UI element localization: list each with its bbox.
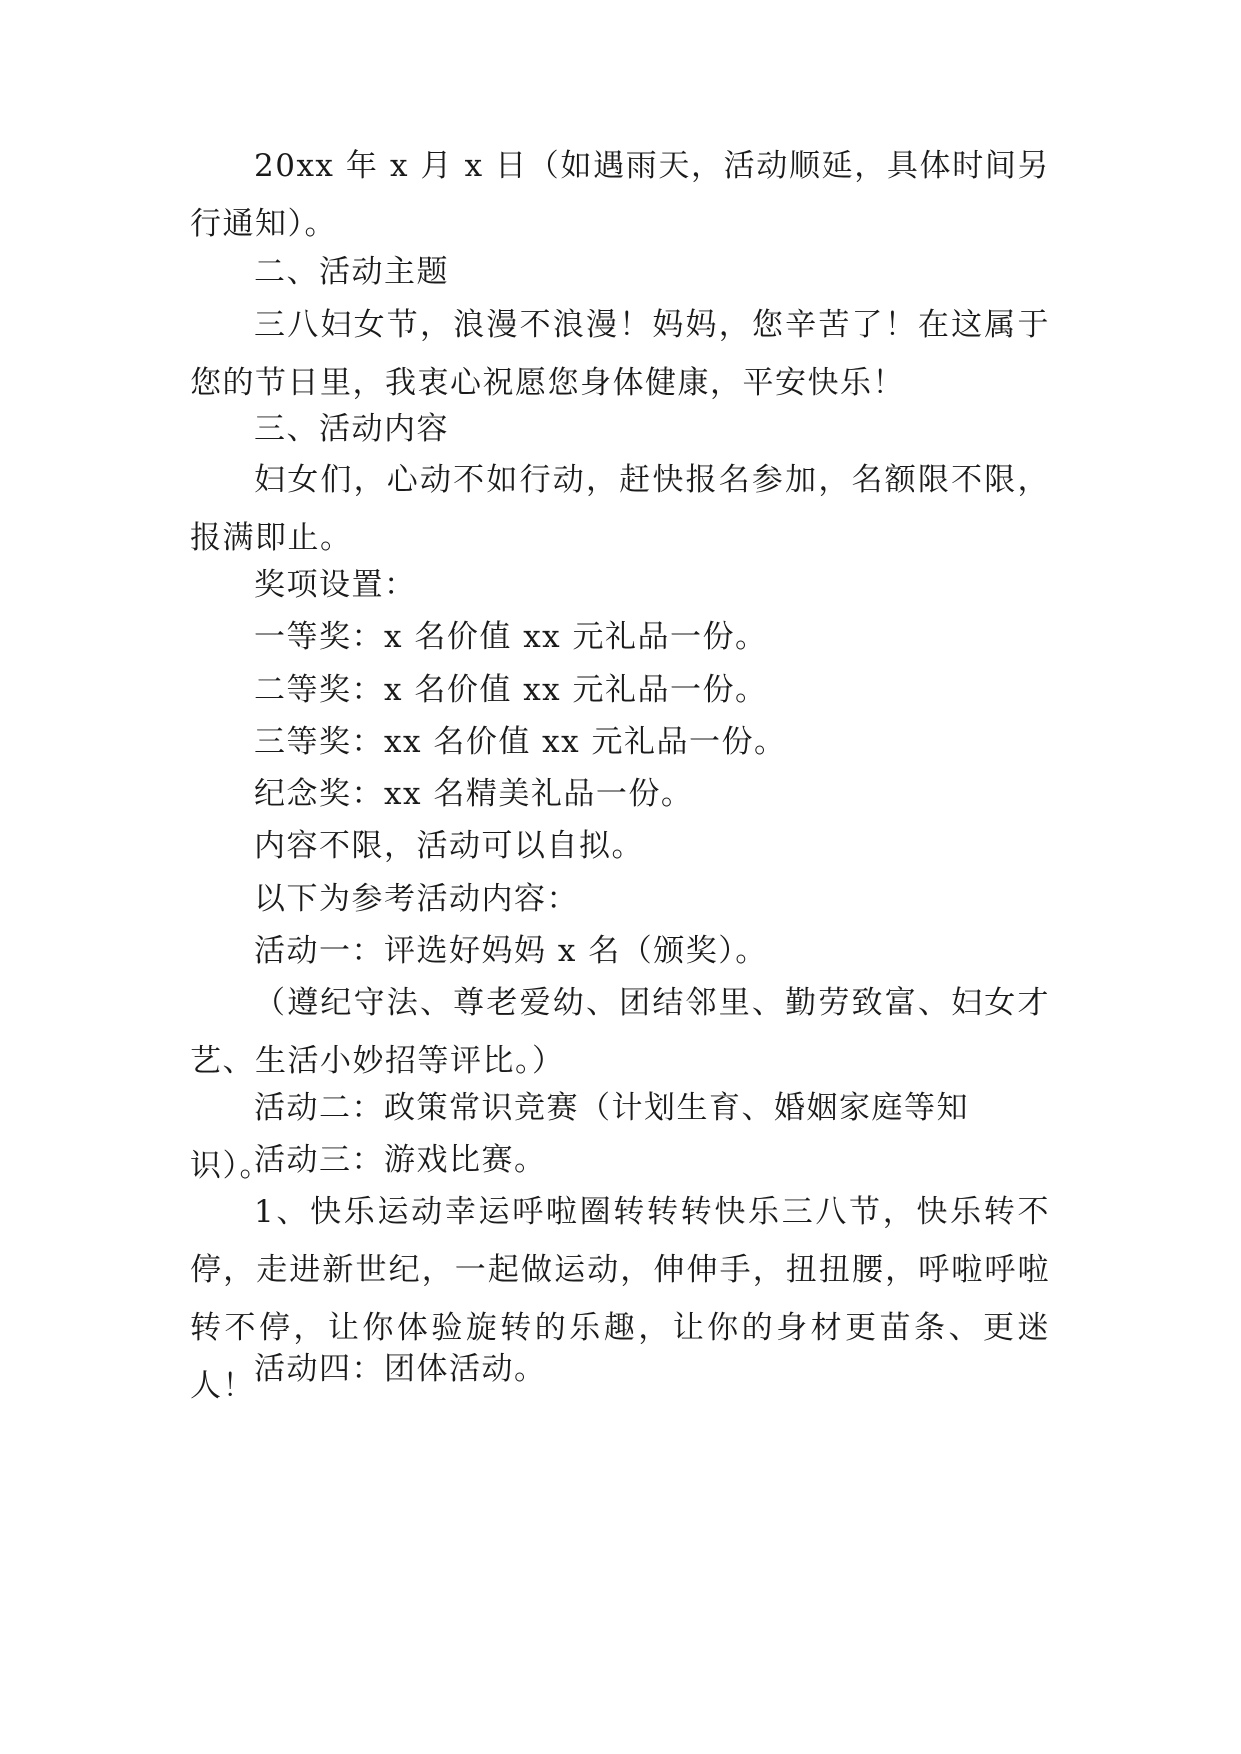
award-third: 三等奖：xx 名价值 xx 元礼品一份。: [254, 724, 787, 760]
award-first: 一等奖：x 名价值 xx 元礼品一份。: [254, 619, 768, 655]
activity-one-criteria: （遵纪守法、尊老爱幼、团结邻里、勤劳致富、妇女才艺、生活小妙招等评比。）: [190, 985, 1050, 1079]
activity-three: 活动三：游戏比赛。: [254, 1142, 547, 1178]
award-commemorative: 纪念奖：xx 名精美礼品一份。: [254, 776, 694, 812]
heading-awards: 奖项设置：: [254, 567, 417, 603]
paragraph-signup: 妇女们，心动不如行动，赶快报名参加，名额限不限，报满即止。: [190, 462, 1050, 556]
paragraph-reference-intro: 以下为参考活动内容：: [254, 881, 579, 917]
paragraph-content-free: 内容不限，活动可以自拟。: [254, 828, 644, 864]
activity-two: 活动二：政策常识竞赛（计划生育、婚姻家庭等知识）。: [190, 1090, 969, 1184]
heading-activity-content: 三、活动内容: [254, 411, 449, 447]
paragraph-date: 20xx 年 x 月 x 日（如遇雨天，活动顺延，具体时间另行通知）。: [190, 148, 1050, 242]
activity-one: 活动一：评选好妈妈 x 名（颁奖）。: [254, 933, 768, 969]
activity-three-item-1: 1、快乐运动幸运呼啦圈转转转快乐三八节，快乐转不停，走进新世纪，一起做运动，伸伸手，扭扭腰，呼啦呼啦转不停，让你体验旋转的乐趣，让你的身材更苗条、更迷人！: [190, 1194, 1050, 1404]
award-second: 二等奖：x 名价值 xx 元礼品一份。: [254, 672, 768, 708]
activity-four: 活动四：团体活动。: [254, 1351, 547, 1387]
heading-activity-theme: 二、活动主题: [254, 254, 449, 290]
paragraph-theme: 三八妇女节，浪漫不浪漫！妈妈，您辛苦了！在这属于您的节日里，我衷心祝愿您身体健康，平安快乐！: [190, 307, 1050, 401]
